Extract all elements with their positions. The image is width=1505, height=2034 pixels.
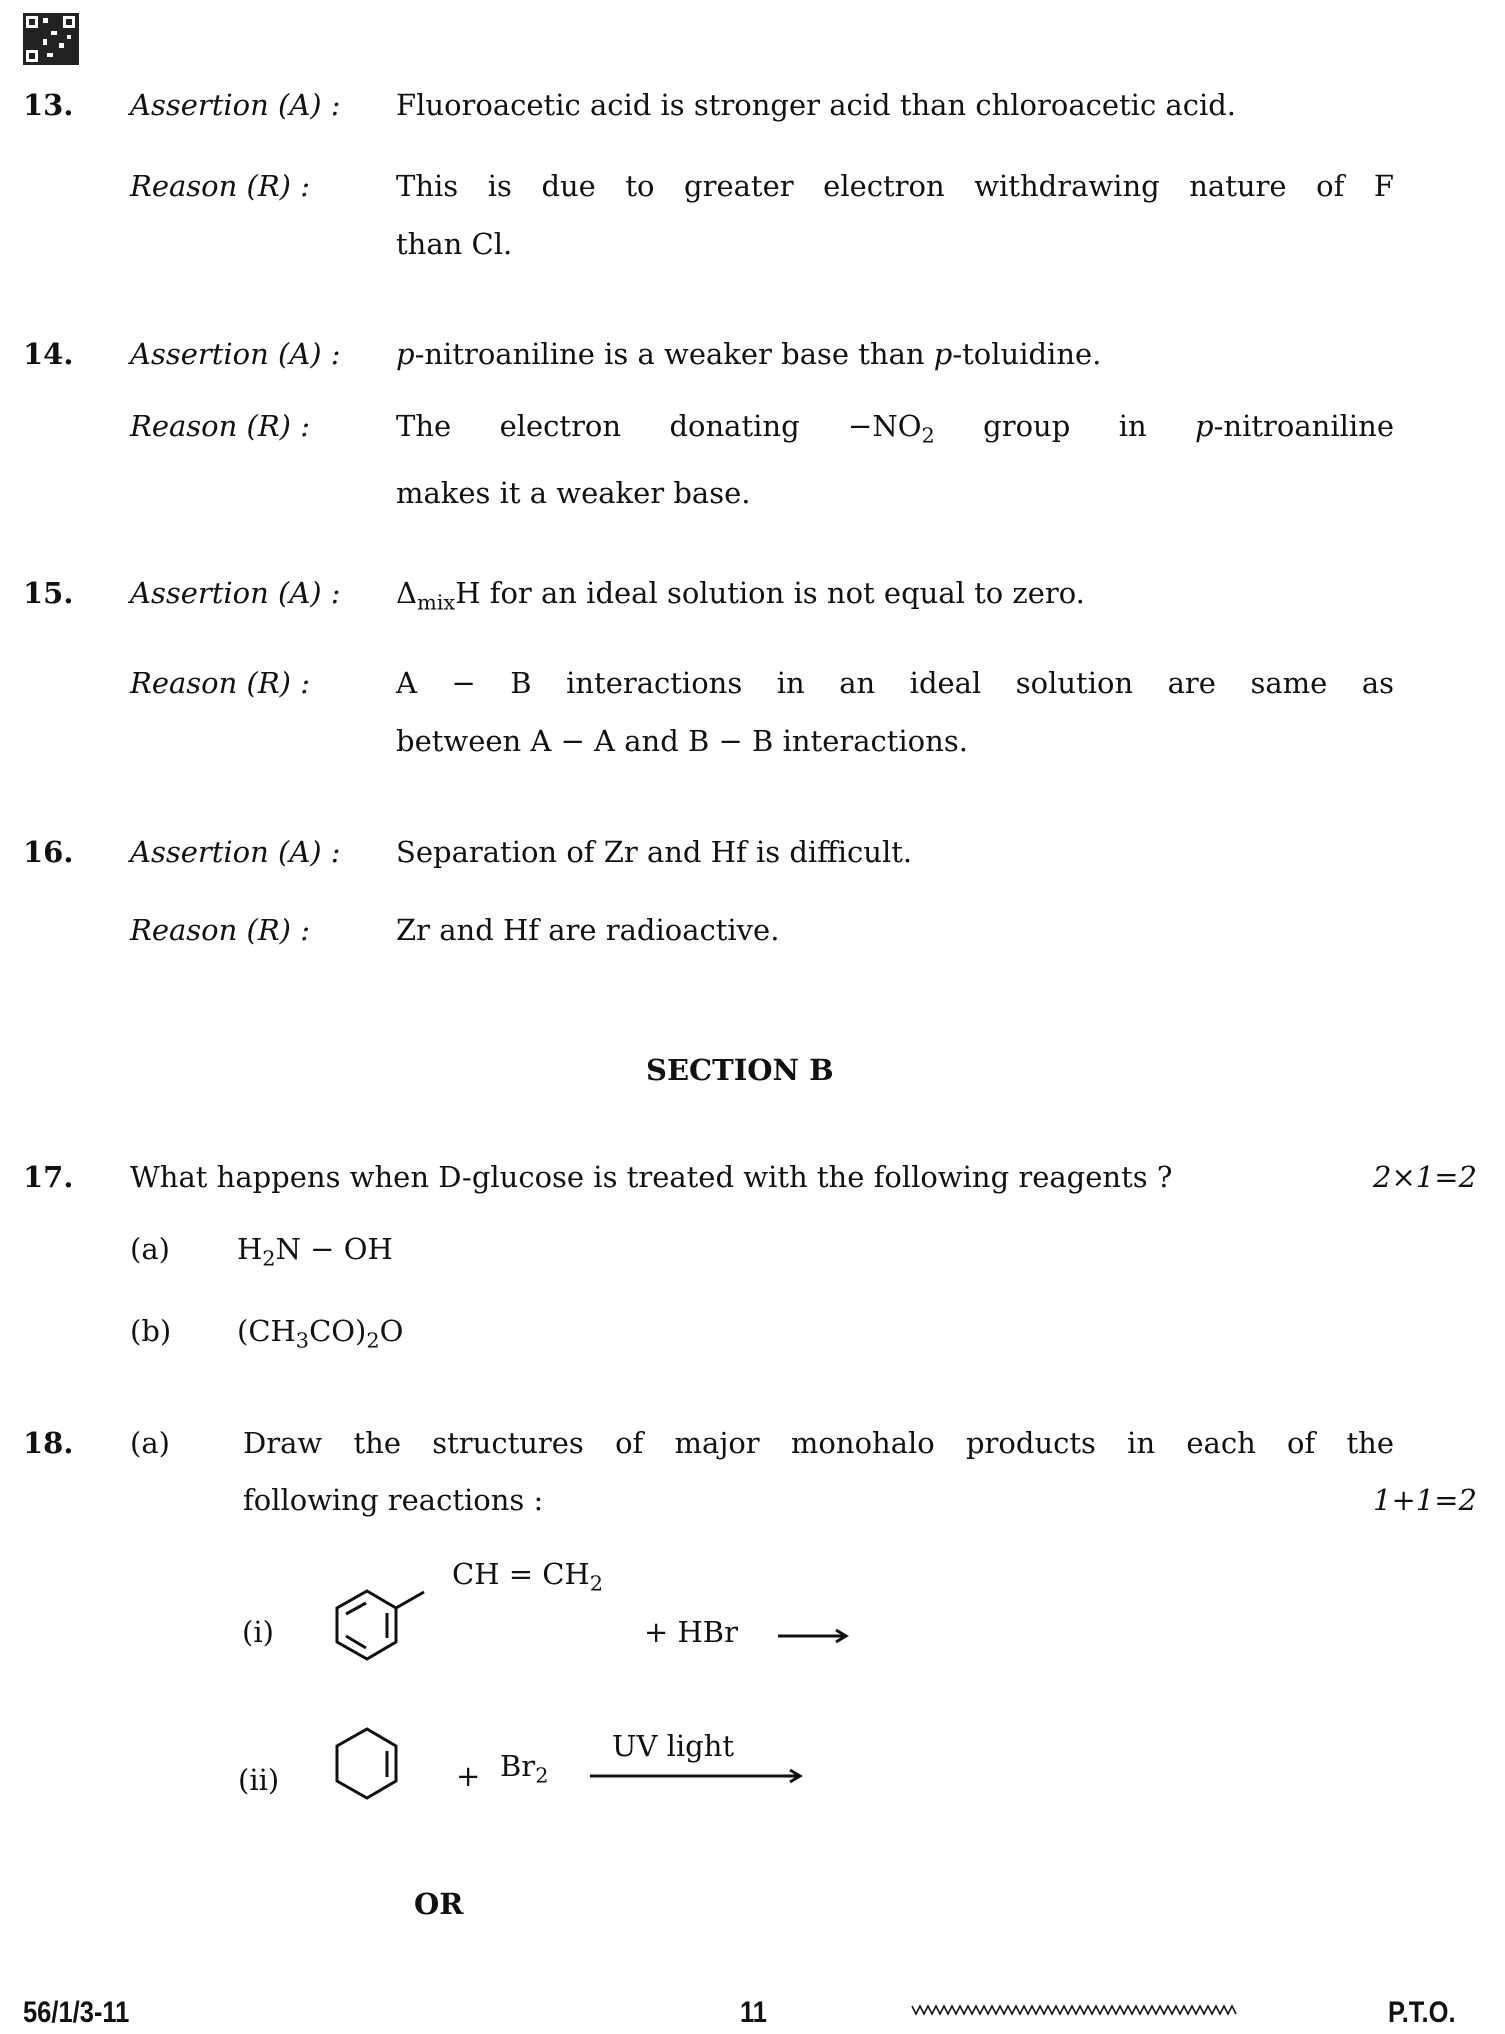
reaction-label: (ii): [238, 1763, 280, 1797]
reason-text: The electron donating $-NO_2$ group in p-nitroaniline: [396, 409, 1394, 448]
formula: $(CH_3CO)_2O$: [237, 1314, 404, 1353]
assertion-label: Assertion (A) :: [130, 835, 341, 869]
question-number: 16.: [23, 835, 74, 869]
question-number: 14.: [23, 337, 74, 371]
reason-label: Reason (R) :: [130, 169, 310, 203]
please-turn-over: P.T.O.: [1388, 1996, 1456, 2029]
reaction-condition: UV light: [612, 1729, 735, 1763]
substituent: CH = $CH_2$: [452, 1557, 603, 1596]
reaction-arrow-icon: [778, 1628, 850, 1644]
assertion-text: $\Delta_{mix}H$ for an ideal solution is not equal to zero.: [396, 576, 1085, 615]
reaction-label: (i): [242, 1615, 274, 1649]
paper-code: 56/1/3-11: [23, 1996, 130, 2029]
question-number: 18.: [23, 1426, 74, 1460]
question-text-cont: following reactions :: [243, 1483, 544, 1517]
cyclohexene-ring-icon: [300, 1725, 410, 1825]
assertion-text: Separation of Zr and Hf is difficult.: [396, 835, 913, 869]
reason-label: Reason (R) :: [130, 913, 310, 947]
assertion-label: Assertion (A) :: [130, 576, 341, 610]
reason-label: Reason (R) :: [130, 409, 310, 443]
question-number: 13.: [23, 88, 74, 122]
reagent: + HBr: [644, 1615, 738, 1649]
reason-text-cont: makes it a weaker base.: [396, 476, 751, 510]
benzene-ring-icon: [300, 1580, 500, 1690]
section-heading: SECTION B: [646, 1053, 834, 1087]
formula: $H_2N$ − OH: [237, 1232, 393, 1271]
assertion-label: Assertion (A) :: [130, 88, 341, 122]
option-label: (b): [130, 1314, 172, 1348]
assertion-text: Fluoroacetic acid is stronger acid than chloroacetic acid.: [396, 88, 1236, 122]
wavy-line-decoration-icon: [912, 2002, 1242, 2016]
reagent: $Br_2$: [500, 1749, 549, 1788]
reason-text: This is due to greater electron withdrawing nature of F: [396, 169, 1394, 203]
question-number: 17.: [23, 1160, 74, 1194]
page-number: 11: [740, 1996, 767, 2029]
reason-label: Reason (R) :: [130, 666, 310, 700]
marks: 1+1=2: [1373, 1483, 1477, 1517]
or-separator: OR: [414, 1887, 464, 1921]
assertion-label: Assertion (A) :: [130, 337, 341, 371]
reason-text: Zr and Hf are radioactive.: [396, 913, 780, 947]
assertion-text: p-nitroaniline is a weaker base than p-toluidine.: [396, 337, 1102, 371]
option-label: (a): [130, 1232, 170, 1266]
question-number: 15.: [23, 576, 74, 610]
reason-text: A − B interactions in an ideal solution are same as: [396, 666, 1394, 700]
part-label: (a): [130, 1426, 170, 1460]
reason-text-cont: than Cl.: [396, 227, 513, 261]
plus-sign: +: [456, 1759, 481, 1793]
reaction-arrow-icon: [590, 1768, 805, 1784]
question-text: Draw the structures of major monohalo products in each of the: [243, 1426, 1394, 1460]
qr-code-icon: [23, 13, 79, 65]
reason-text-cont: between A − A and B − B interactions.: [396, 724, 968, 758]
marks: 2×1=2: [1373, 1160, 1477, 1194]
question-text: What happens when D-glucose is treated with the following reagents ?: [130, 1160, 1173, 1194]
